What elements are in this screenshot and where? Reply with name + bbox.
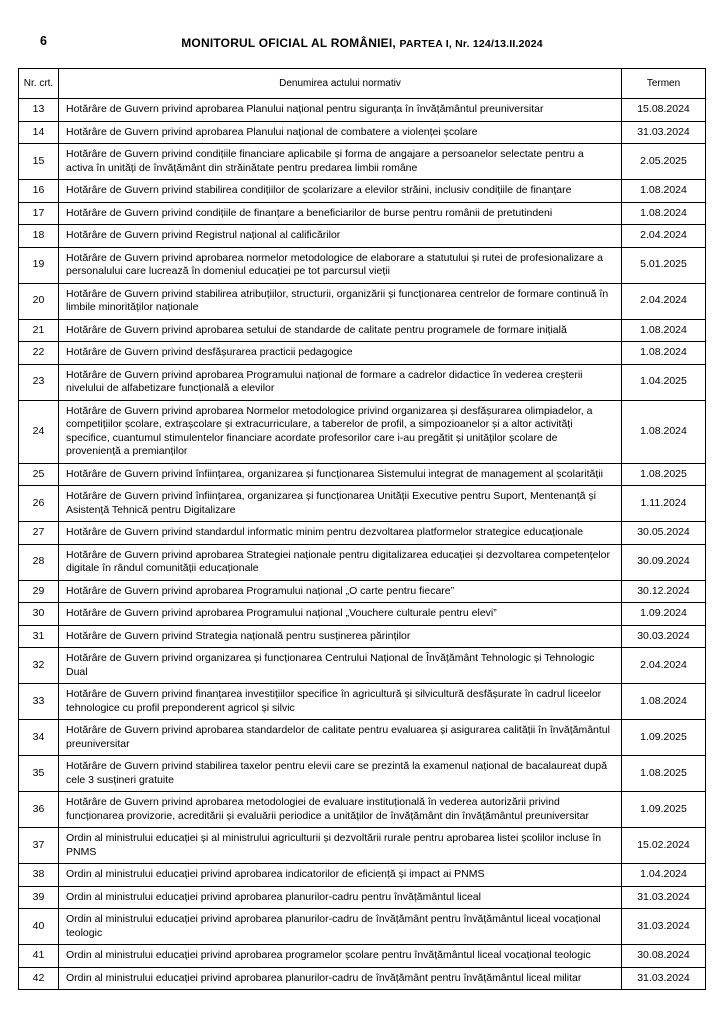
- cell-termen: 1.08.2024: [622, 202, 706, 225]
- table-row: [19, 144, 706, 180]
- cell-act-name: Hotărâre de Guvern privind înființarea, organizarea și funcționarea Unității Executive pentru Suport, Mentenanță și Asistență Tehnică pentru Digitalizare: [59, 486, 622, 522]
- column-header-termen: Termen: [622, 69, 706, 99]
- cell-termen: 1.09.2025: [622, 720, 706, 756]
- cell-nr-crt: 42: [19, 967, 59, 990]
- cell-act-name: Ordin al ministrului educației și al ministrului agriculturii și dezvoltării rurale pentru aprobarea listei școlilor incluse în PNMS: [59, 828, 622, 864]
- cell-termen: 30.09.2024: [622, 544, 706, 580]
- table-row: [19, 945, 706, 968]
- cell-act-name: Hotărâre de Guvern privind aprobarea metodologiei de evaluare instituțională în vederea autorizării privind funcționarea provizorie, acreditării și evaluării periodice a unităților de învățământ din învățământul preuniversitar: [59, 792, 622, 828]
- cell-act-name: Ordin al ministrului educației privind aprobarea programelor școlare pentru învățământul liceal vocațional teologic: [59, 945, 622, 968]
- cell-termen: 1.08.2024: [622, 342, 706, 365]
- cell-act-name: Hotărâre de Guvern privind aprobarea Planului național pentru siguranța în învățământul preuniversitar: [59, 99, 622, 122]
- cell-termen: 15.08.2024: [622, 99, 706, 122]
- cell-act-name: Hotărâre de Guvern privind aprobarea normelor metodologice de elaborare a statutului și rutei de profesionalizare a personalului care lucrează în domeniul educației pe tot parcursul vieții: [59, 247, 622, 283]
- cell-act-name: Hotărâre de Guvern privind înființarea, organizarea și funcționarea Sistemului integrat de management al școlarității: [59, 463, 622, 486]
- acts-table: [18, 68, 706, 990]
- cell-nr-crt: 35: [19, 756, 59, 792]
- table-row: [19, 792, 706, 828]
- table-row: [19, 648, 706, 684]
- cell-nr-crt: 28: [19, 544, 59, 580]
- table-row: [19, 319, 706, 342]
- cell-termen: 31.03.2024: [622, 967, 706, 990]
- cell-act-name: Hotărâre de Guvern privind finanțarea investițiilor specifice în agricultură și silvicultură desfășurate în cadrul liceelor tehnologice cu profil preponderent agricol și silvic: [59, 684, 622, 720]
- cell-act-name: Hotărâre de Guvern privind aprobarea Planului național de combatere a violenței școlare: [59, 121, 622, 144]
- cell-termen: 1.04.2025: [622, 364, 706, 400]
- cell-termen: 1.08.2024: [622, 400, 706, 463]
- table-row: [19, 463, 706, 486]
- table-row: [19, 603, 706, 626]
- cell-act-name: Hotărâre de Guvern privind stabilirea condițiilor de școlarizare a elevilor străini, inclusiv condițiile de finanțare: [59, 180, 622, 203]
- cell-nr-crt: 32: [19, 648, 59, 684]
- cell-act-name: Ordin al ministrului educației privind aprobarea planurilor-cadru de învățământ pentru învățământul liceal militar: [59, 967, 622, 990]
- column-header-nr-crt: Nr. crt.: [19, 69, 59, 99]
- cell-nr-crt: 39: [19, 886, 59, 909]
- cell-nr-crt: 27: [19, 522, 59, 545]
- table-row: [19, 121, 706, 144]
- header-title: [181, 36, 543, 50]
- cell-nr-crt: 19: [19, 247, 59, 283]
- cell-act-name: Hotărâre de Guvern privind aprobarea Programului național „O carte pentru fiecare”: [59, 580, 622, 603]
- table-row: [19, 544, 706, 580]
- cell-termen: 30.03.2024: [622, 625, 706, 648]
- table-row: [19, 967, 706, 990]
- cell-termen: 30.05.2024: [622, 522, 706, 545]
- table-row: [19, 99, 706, 122]
- cell-termen: 2.05.2025: [622, 144, 706, 180]
- cell-termen: 1.08.2025: [622, 756, 706, 792]
- cell-termen: 2.04.2024: [622, 283, 706, 319]
- cell-termen: 1.08.2024: [622, 684, 706, 720]
- table-row: [19, 720, 706, 756]
- cell-act-name: Hotărâre de Guvern privind desfășurarea practicii pedagogice: [59, 342, 622, 365]
- cell-nr-crt: 31: [19, 625, 59, 648]
- cell-act-name: Hotărâre de Guvern privind aprobarea Normelor metodologice privind organizarea și desfășurarea olimpiadelor, a competițiilor școlare, extrașcolare și extracurriculare, a taberelor de profil, a simpozioanelor și a altor activități specifice, cuantumul stimulentelor financiare acordate profesorilor care i-au pregătit și unităților școlare de proveniență a premianților: [59, 400, 622, 463]
- cell-act-name: Hotărâre de Guvern privind standardul informatic minim pentru dezvoltarea platformelor strategice educaționale: [59, 522, 622, 545]
- table-row: [19, 580, 706, 603]
- cell-termen: 1.08.2025: [622, 463, 706, 486]
- cell-termen: 2.04.2024: [622, 225, 706, 248]
- cell-nr-crt: 40: [19, 909, 59, 945]
- cell-termen: 1.08.2024: [622, 180, 706, 203]
- cell-termen: 1.08.2024: [622, 319, 706, 342]
- table-header-row: [19, 69, 706, 99]
- table-row: [19, 400, 706, 463]
- cell-act-name: Hotărâre de Guvern privind condițiile financiare aplicabile și forma de angajare a persoanelor selectate pentru a activa în unități de învățământ din străinătate pentru predarea limbii române: [59, 144, 622, 180]
- table-row: [19, 886, 706, 909]
- cell-nr-crt: 34: [19, 720, 59, 756]
- table-row: [19, 225, 706, 248]
- cell-termen: 30.12.2024: [622, 580, 706, 603]
- table-row: [19, 364, 706, 400]
- cell-nr-crt: 38: [19, 864, 59, 887]
- cell-nr-crt: 18: [19, 225, 59, 248]
- cell-nr-crt: 13: [19, 99, 59, 122]
- cell-nr-crt: 15: [19, 144, 59, 180]
- cell-termen: 1.09.2025: [622, 792, 706, 828]
- table-row: [19, 828, 706, 864]
- cell-act-name: Hotărâre de Guvern privind stabilirea atribuțiilor, structurii, organizării și funcționarea centrelor de formare continuă în limbile minorităților naționale: [59, 283, 622, 319]
- table-row: [19, 909, 706, 945]
- cell-nr-crt: 29: [19, 580, 59, 603]
- cell-act-name: Ordin al ministrului educației privind aprobarea indicatorilor de eficiență și impact ai PNMS: [59, 864, 622, 887]
- cell-act-name: Hotărâre de Guvern privind aprobarea standardelor de calitate pentru evaluarea și asigurarea calității în învățământul preuniversitar: [59, 720, 622, 756]
- table-row: [19, 283, 706, 319]
- cell-nr-crt: 37: [19, 828, 59, 864]
- cell-nr-crt: 33: [19, 684, 59, 720]
- table-row: [19, 342, 706, 365]
- cell-nr-crt: 23: [19, 364, 59, 400]
- cell-termen: 5.01.2025: [622, 247, 706, 283]
- cell-termen: 31.03.2024: [622, 886, 706, 909]
- cell-termen: 31.03.2024: [622, 121, 706, 144]
- cell-nr-crt: 36: [19, 792, 59, 828]
- cell-nr-crt: 17: [19, 202, 59, 225]
- cell-nr-crt: 21: [19, 319, 59, 342]
- cell-act-name: Hotărâre de Guvern privind condițiile de finanțare a beneficiarilor de burse pentru românii de pretutindeni: [59, 202, 622, 225]
- cell-nr-crt: 22: [19, 342, 59, 365]
- cell-nr-crt: 20: [19, 283, 59, 319]
- cell-termen: 1.11.2024: [622, 486, 706, 522]
- cell-act-name: Hotărâre de Guvern privind aprobarea Strategiei naționale pentru digitalizarea educației și dezvoltarea competențelor digitale în rândul comunității educaționale: [59, 544, 622, 580]
- cell-termen: 15.02.2024: [622, 828, 706, 864]
- cell-nr-crt: 24: [19, 400, 59, 463]
- table-row: [19, 202, 706, 225]
- cell-nr-crt: 16: [19, 180, 59, 203]
- cell-termen: 1.04.2024: [622, 864, 706, 887]
- cell-termen: 30.08.2024: [622, 945, 706, 968]
- cell-act-name: Hotărâre de Guvern privind organizarea și funcționarea Centrului Național de Învățământ Tehnologic și Tehnologic Dual: [59, 648, 622, 684]
- cell-act-name: Hotărâre de Guvern privind aprobarea Programului național „Vouchere culturale pentru elevi”: [59, 603, 622, 626]
- table-row: [19, 522, 706, 545]
- page-number: 6: [40, 34, 47, 48]
- cell-act-name: Ordin al ministrului educației privind aprobarea planurilor-cadru pentru învățământul liceal: [59, 886, 622, 909]
- column-header-denumire: Denumirea actului normativ: [59, 69, 622, 99]
- cell-nr-crt: 30: [19, 603, 59, 626]
- cell-nr-crt: 25: [19, 463, 59, 486]
- cell-act-name: Hotărâre de Guvern privind stabilirea taxelor pentru elevii care se prezintă la examenul național de bacalaureat după cele 3 susțineri gratuite: [59, 756, 622, 792]
- table-row: [19, 864, 706, 887]
- cell-nr-crt: 26: [19, 486, 59, 522]
- cell-act-name: Hotărâre de Guvern privind aprobarea Programului național de formare a cadrelor didactice în vederea creșterii nivelului de alfabetizare funcțională a elevilor: [59, 364, 622, 400]
- table-row: [19, 625, 706, 648]
- table-row: [19, 684, 706, 720]
- cell-act-name: Hotărâre de Guvern privind Registrul național al calificărilor: [59, 225, 622, 248]
- cell-termen: 1.09.2024: [622, 603, 706, 626]
- page-header: [18, 34, 706, 52]
- table-body: [19, 99, 706, 990]
- table-row: [19, 756, 706, 792]
- cell-act-name: Hotărâre de Guvern privind Strategia națională pentru susținerea părinților: [59, 625, 622, 648]
- cell-act-name: Hotărâre de Guvern privind aprobarea setului de standarde de calitate pentru programele de formare inițială: [59, 319, 622, 342]
- cell-nr-crt: 41: [19, 945, 59, 968]
- header-title-main: MONITORUL OFICIAL AL ROMÂNIEI,: [181, 36, 396, 50]
- cell-nr-crt: 14: [19, 121, 59, 144]
- cell-termen: 31.03.2024: [622, 909, 706, 945]
- header-subtitle: PARTEA I, Nr. 124/13.II.2024: [399, 38, 543, 50]
- table-row: [19, 486, 706, 522]
- table-row: [19, 247, 706, 283]
- cell-act-name: Ordin al ministrului educației privind aprobarea planurilor-cadru de învățământ pentru învățământul liceal vocațional teologic: [59, 909, 622, 945]
- table-row: [19, 180, 706, 203]
- cell-termen: 2.04.2024: [622, 648, 706, 684]
- acts-table-head: [19, 69, 706, 99]
